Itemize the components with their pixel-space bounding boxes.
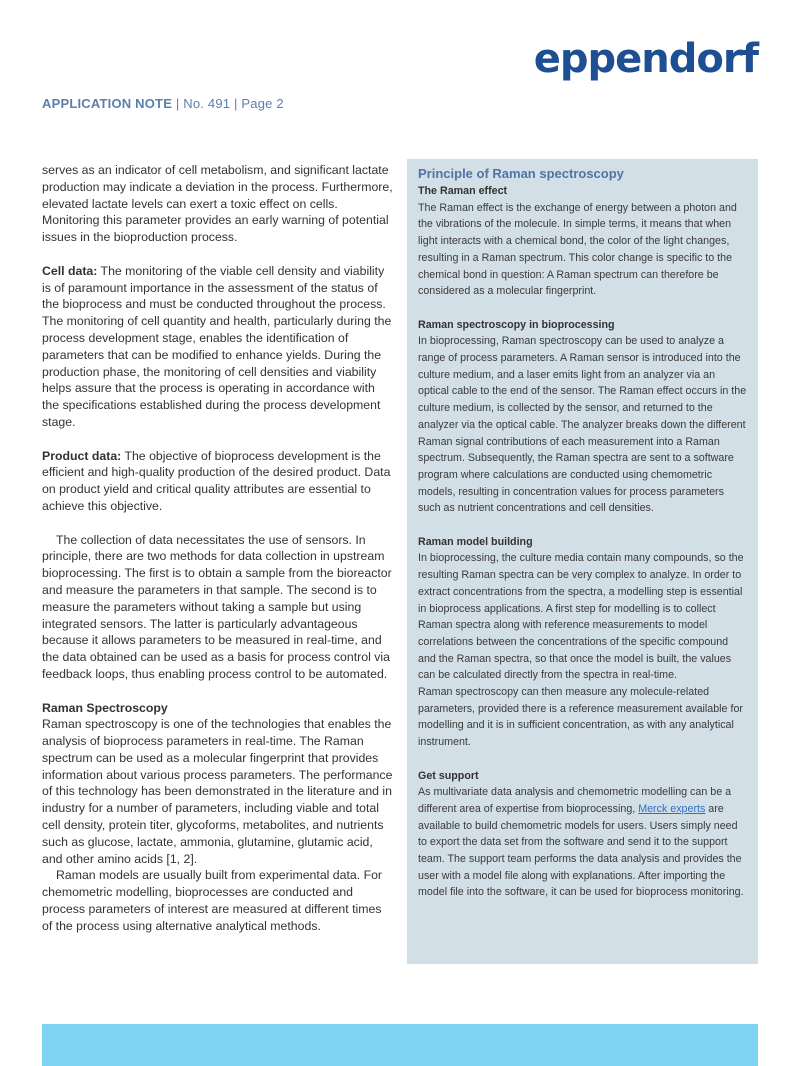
- header-label: APPLICATION NOTE: [42, 96, 173, 111]
- cell-data-text: The monitoring of the viable cell density and viability is of paramount importance in the assessment of the status of the bioprocess and must be conducted throughout the process. The monitoring of cell quantity and health, particularly during the process development stage, enables the identification of parameters that can be modified to enhance yields. During the production phase, the monitoring of cell densities and viability helps assure that the process is operating in accordance with the specifications established during the process development stage.: [42, 263, 392, 429]
- text-get-support: [418, 784, 748, 901]
- text-model-building-2: Raman spectroscopy can then measure any molecule-related parameters, provided there is a reference measurement available for modelling and it is in sufficient concentration, as with any analytical instrument.: [418, 686, 743, 749]
- heading-model-building: Raman model building: [418, 535, 533, 548]
- paragraph-raman-2: Raman models are usually built from experimental data. For chemometric modelling, bioprocesses are conducted and process parameters of interest are measured at different times of the process using alternative analytical methods.: [42, 868, 383, 933]
- main-column: [42, 162, 394, 935]
- info-box: [407, 159, 758, 964]
- cell-data-lead: Cell data:: [42, 263, 98, 278]
- footer-bar: [42, 1024, 758, 1066]
- info-box-title: Principle of Raman spectroscopy: [418, 166, 624, 181]
- heading-raman-effect: The Raman effect: [418, 185, 508, 197]
- page-header: [42, 96, 284, 111]
- product-data-text: The objective of bioprocess development is the efficient and high-quality production of the desired product. Data on product yield and critical quality attributes are essential to achieve this objective.: [42, 448, 391, 513]
- text-model-building-1: In bioprocessing, the culture media contain many compounds, so the resulting Raman spectra can be very complex to analyze. In order to extract concentrations from the spectra, a modelling step is essential in bioprocess applications. A first step for modelling is to collect Raman spectra along with reference measurements to model correlations between the concentrations of the specific compound and the Raman spectra, so that once the model is built, the values can be calculated directly from the spectra in real-time.: [418, 552, 744, 682]
- text-raman-bioprocessing: In bioprocessing, Raman spectroscopy can be used to analyze a range of process parameters. A Raman sensor is introduced into the culture medium, and a laser emits light from an analyzer via an optical cable to the end of the sensor. The Raman effect occurs in the culture medium, is collected by the sensor, and returned to the analyzer via the optical cable. The analyzer breaks down the different Raman signal contributions of each measurement into a Raman spectrum. Subsequently, the Raman spectra are sent to a software program where calculations are conducted using chemometric models, resulting in concentration values for process parameters such as nutrient concentrations and cell densities.: [418, 335, 747, 515]
- paragraph-product-data: [42, 448, 394, 515]
- product-data-lead: Product data:: [42, 448, 122, 463]
- paragraph-cell-data: [42, 263, 394, 431]
- paragraph-raman-1: Raman spectroscopy is one of the technologies that enables the analysis of bioprocess parameters in real-time. The Raman spectrum can be used as a molecular fingerprint that provides information about various process parameters. The performance of this technology has been demonstrated in the literature and in industry for a number of parameters, including viable and total cell density, protein titer, glycoforms, metabolites, and nutrients such as glucose, lactate, ammonia, glutamine, glutamic acid, and other amino acids [1, 2].: [42, 717, 393, 866]
- paragraph-sensors: The collection of data necessitates the use of sensors. In principle, there are two methods for data collection in upstream bioprocessing. The first is to obtain a sample from the bioreactor and measure the parameters in that sample. The second is to measure the parameters without taking a sample but using integrated sensors. The latter is particularly advantageous because it allows parameters to be measured in real-time, and the data obtained can be used as a basis for process control via feedback loops, thus enabling process control to be automated.: [42, 532, 392, 681]
- heading-raman-bioprocessing: Raman spectroscopy in bioprocessing: [418, 318, 615, 331]
- header-page-info: | No. 491 | Page 2: [172, 96, 284, 111]
- paragraph-lactate: serves as an indicator of cell metabolism, and significant lactate production may indicate a deviation in the process. Furthermore, elevated lactate levels can exert a toxic effect on cells. Monitoring this parameter provides an early warning of potential issues in the bioproduction process.: [42, 163, 393, 245]
- support-text-pre: As multivariate data analysis and chemometric modelling can be a different area of expertise from bioprocessing,: [418, 786, 732, 815]
- merck-experts-link[interactable]: Merck experts: [638, 802, 706, 815]
- eppendorf-logo: eppendorf: [533, 36, 758, 82]
- text-raman-effect: The Raman effect is the exchange of energy between a photon and the vibrations of the molecule. In simple terms, it means that when light interacts with a chemical bond, the color of the light changes, resulting in a Raman spectrum. This color change is specific to the chemical bond in question: A Raman spectrum can therefore be considered as a molecular fingerprint.: [418, 201, 737, 298]
- support-text-post: are available to build chemometric models for users. Users simply need to export the data set from the software and send it to the support team. The support team performs the data analysis and provides the user with a model file along with explanations. After importing the model file into the software, it can be used for bioprocess monitoring.: [418, 802, 744, 899]
- heading-get-support: Get support: [418, 769, 479, 782]
- heading-raman-spectroscopy: Raman Spectroscopy: [42, 700, 168, 715]
